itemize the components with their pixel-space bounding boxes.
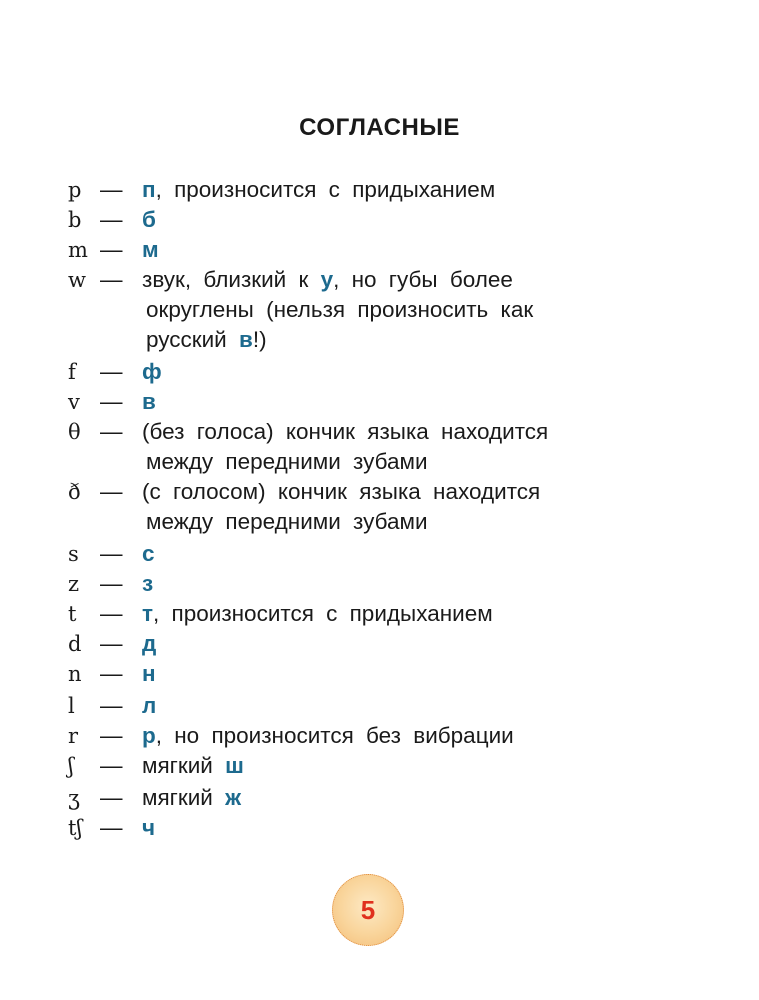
- russian-letter: в: [142, 389, 156, 414]
- list-item: [0, 751, 759, 781]
- russian-letter: м: [142, 237, 159, 262]
- ipa-symbol: n: [68, 662, 82, 686]
- list-item: [0, 783, 759, 813]
- list-item: [0, 357, 759, 387]
- dash: —: [100, 571, 123, 596]
- description: [142, 813, 155, 843]
- dash: —: [100, 267, 123, 292]
- dash: —: [100, 207, 123, 232]
- russian-letter: ф: [142, 359, 162, 384]
- list-item: [0, 205, 759, 235]
- description: [142, 387, 156, 417]
- russian-letter: у: [320, 267, 334, 292]
- description: мягкий ж: [142, 785, 242, 810]
- dash: —: [100, 479, 123, 504]
- dash: —: [100, 389, 123, 414]
- russian-letter: б: [142, 207, 156, 232]
- dash: —: [100, 631, 123, 656]
- russian-letter: т: [142, 601, 154, 626]
- description-continuation: между передними зубами: [146, 449, 428, 474]
- russian-letter: з: [142, 571, 154, 596]
- russian-letter: р: [142, 723, 156, 748]
- list-item: [0, 599, 759, 629]
- list-item: [0, 569, 759, 599]
- description: [142, 539, 155, 569]
- russian-letter: д: [142, 631, 157, 656]
- page-number-badge: [332, 874, 404, 946]
- list-item: [0, 175, 759, 205]
- dash: —: [100, 723, 123, 748]
- description-continuation: между передними зубами: [146, 509, 428, 534]
- dash: —: [100, 359, 123, 384]
- description: [142, 569, 153, 599]
- list-item: [0, 659, 759, 689]
- ipa-symbol: w: [68, 268, 86, 292]
- description: [142, 659, 156, 689]
- ipa-symbol: θ: [68, 420, 81, 444]
- russian-letter: н: [142, 661, 156, 686]
- description: (с голосом) кончик языка находится: [142, 479, 541, 504]
- description: п, произносится с придыханием: [142, 177, 496, 202]
- list-item: [0, 721, 759, 751]
- ipa-symbol: t: [68, 602, 77, 626]
- russian-letter: ш: [225, 753, 244, 778]
- russian-letter: п: [142, 177, 156, 202]
- dash: —: [100, 237, 123, 262]
- dash: —: [100, 815, 123, 840]
- ipa-symbol: f: [68, 360, 76, 384]
- page-number: 5: [360, 894, 376, 925]
- list-item: [0, 691, 759, 721]
- list-item: [0, 629, 759, 659]
- description: р, но произносится без вибрации: [142, 723, 514, 748]
- description: звук, близкий к у, но губы более: [142, 267, 513, 292]
- dash: —: [100, 693, 123, 718]
- description-continuation: русский в!): [146, 327, 267, 352]
- russian-letter: с: [142, 541, 155, 566]
- description: (без голоса) кончик языка находится: [142, 419, 549, 444]
- description: [142, 691, 156, 721]
- ipa-symbol: p: [68, 178, 82, 202]
- description: т, произносится с придыханием: [142, 601, 493, 626]
- dash: —: [100, 661, 123, 686]
- russian-letter: в: [239, 327, 253, 352]
- ipa-symbol: d: [68, 632, 82, 656]
- ipa-symbol: ð: [68, 480, 81, 504]
- list-item: [0, 265, 759, 295]
- list-item: [0, 539, 759, 569]
- description: мягкий ш: [142, 753, 244, 778]
- ipa-symbol: ʒ: [68, 786, 80, 810]
- ipa-symbol: ʃ: [68, 754, 74, 778]
- ipa-symbol: z: [68, 572, 80, 596]
- list-item: [0, 417, 759, 447]
- dash: —: [100, 753, 123, 778]
- dash: —: [100, 419, 123, 444]
- russian-letter: ж: [225, 785, 242, 810]
- description: [142, 629, 156, 659]
- description: [142, 205, 156, 235]
- page-title: СОГЛАСНЫЕ: [299, 114, 460, 141]
- russian-letter: ч: [142, 815, 156, 840]
- ipa-symbol: v: [68, 390, 80, 414]
- ipa-symbol: s: [68, 542, 79, 566]
- ipa-symbol: tʃ: [68, 816, 83, 840]
- ipa-symbol: m: [68, 238, 88, 262]
- dash: —: [100, 601, 123, 626]
- description: [142, 357, 162, 387]
- dash: —: [100, 177, 123, 202]
- ipa-symbol: l: [68, 694, 75, 718]
- list-item: [0, 235, 759, 265]
- list-item: [0, 387, 759, 417]
- ipa-symbol: b: [68, 208, 82, 232]
- list-item: [0, 477, 759, 507]
- russian-letter: л: [142, 693, 157, 718]
- description: [142, 235, 159, 265]
- dash: —: [100, 785, 123, 810]
- description-continuation: округлены (нельзя произносить как: [146, 297, 534, 322]
- dash: —: [100, 541, 123, 566]
- ipa-symbol: r: [68, 724, 79, 748]
- list-item: [0, 813, 759, 843]
